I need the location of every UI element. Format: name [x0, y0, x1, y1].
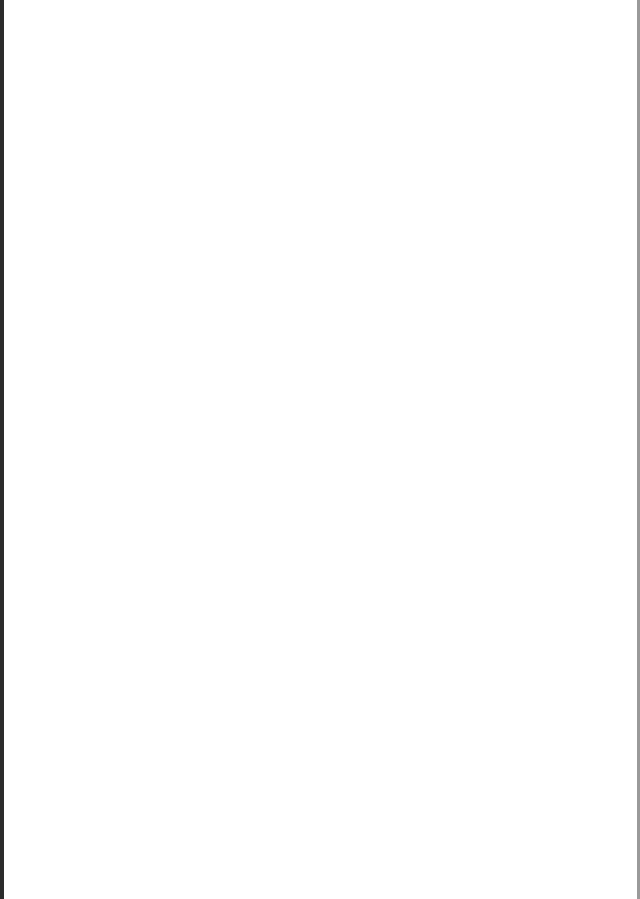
top-flower-garland	[0, 0, 640, 160]
bottom-flower-row	[0, 770, 640, 899]
